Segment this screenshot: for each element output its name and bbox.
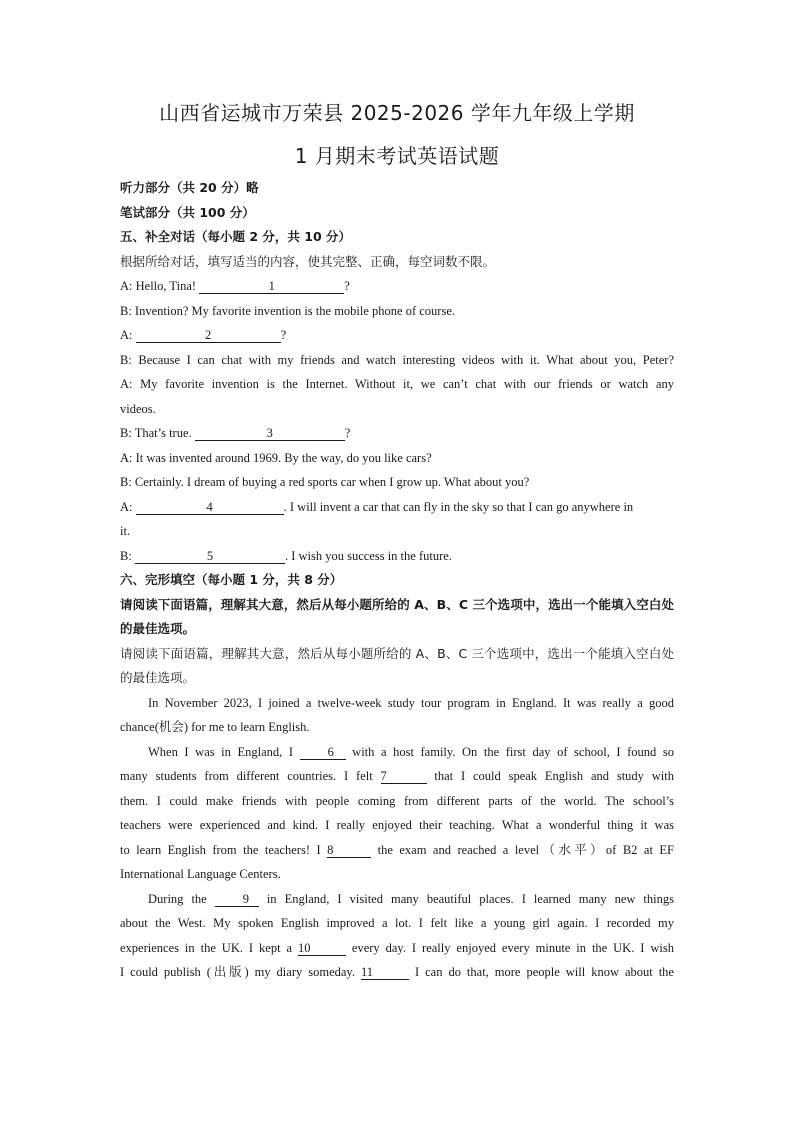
written-section-heading: 笔试部分（共 100 分） xyxy=(120,204,255,220)
dialogue-text: ? xyxy=(280,328,287,342)
dialogue-text: B: xyxy=(120,548,135,563)
cloze-blank-7[interactable]: 7 xyxy=(381,769,427,784)
part5-instruction: 根据所给对话，填写适当的内容，使其完整、正确，每空词数不限。 xyxy=(120,253,496,269)
passage-text: When I was in England, I xyxy=(148,744,300,759)
passage-line: teachers were experienced and kind. I really enjoyed their teaching. What a wonderful thing it was xyxy=(120,818,674,832)
answer-blank-1[interactable]: 1 xyxy=(199,279,344,294)
passage-text: every day. I really enjoyed every minute in the UK. I wish xyxy=(345,940,674,955)
answer-blank-2[interactable]: 2 xyxy=(136,328,281,343)
dialogue-line-5a: A: My favorite invention is the Internet. Without it, we can’t chat with our friends or watch any xyxy=(120,377,674,391)
part6-heading: 六、完形填空（每小题 1 分，共 8 分） xyxy=(120,572,343,587)
passage-line: chance(机会) for me to learn English. xyxy=(120,720,310,734)
dialogue-text: ? xyxy=(344,279,350,293)
cloze-blank-8[interactable]: 8 xyxy=(327,843,371,858)
passage-text: experiences in the UK. I kept a xyxy=(120,940,298,955)
passage-line xyxy=(120,960,674,985)
answer-blank-3[interactable]: 3 xyxy=(195,426,345,441)
part5-heading: 五、补全对话（每小题 2 分，共 10 分） xyxy=(120,229,352,244)
exam-title-line-2: 1 月期末考试英语试题 xyxy=(294,144,500,168)
passage-line: them. I could make friends with people coming from different parts of the world. The school’s xyxy=(120,793,674,808)
cloze-blank-11[interactable]: 11 xyxy=(361,965,409,980)
passage-line xyxy=(120,838,674,863)
dialogue-line-10 xyxy=(120,544,674,569)
dialogue-line-6 xyxy=(120,421,674,446)
passage-text: to learn English from the teachers! I xyxy=(120,842,328,857)
dialogue-text: . I will invent a car that can fly in the sky so that I can go anywhere in xyxy=(283,499,634,514)
dialogue-line-1 xyxy=(120,274,674,299)
listening-section-heading: 听力部分（共 20 分）略 xyxy=(120,180,259,195)
dialogue-line-7: A: It was invented around 1969. By the way, do you like cars? xyxy=(120,450,432,465)
answer-blank-5[interactable]: 5 xyxy=(135,549,285,564)
passage-text: many students from different countries. I felt xyxy=(120,769,381,783)
dialogue-line-9b: it. xyxy=(120,524,131,538)
passage-line xyxy=(120,764,674,789)
cloze-blank-10[interactable]: 10 xyxy=(298,941,346,956)
part6-instruction-bold: 请阅读下面语篇，理解其大意，然后从每小题所给的 A、B、C 三个选项中，选出一个能填入空白处的最佳选项。 xyxy=(120,596,674,636)
dialogue-text: A: Hello, Tina! xyxy=(120,279,200,293)
passage-line xyxy=(120,936,674,961)
dialogue-line-4: B: Because I can chat with my friends and watch interesting videos with it. What about you, Peter? xyxy=(120,352,674,367)
dialogue-text: ? xyxy=(344,426,351,440)
dialogue-line-8: B: Certainly. I dream of buying a red sports car when I grow up. What about you? xyxy=(120,475,530,489)
passage-line xyxy=(120,740,674,765)
exam-title-line-1: 山西省运城市万荣县 2025-2026 学年九年级上学期 xyxy=(159,101,635,125)
part6-instruction: 请阅读下面语篇，理解其大意，然后从每小题所给的 A、B、C 三个选项中，选出一个能填入空白处的最佳选项。 xyxy=(120,645,674,685)
passage-line xyxy=(120,887,674,912)
dialogue-text: B: That’s true. xyxy=(120,426,195,440)
passage-text: the exam and reached a level（水平）of B2 at EF xyxy=(371,842,674,857)
dialogue-line-3 xyxy=(120,323,674,348)
passage-text: with a host family. On the first day of school, I found so xyxy=(345,744,674,759)
passage-line: about the West. My spoken English improved a lot. I felt like a young girl again. I recorded my xyxy=(120,916,674,930)
answer-blank-4[interactable]: 4 xyxy=(136,500,284,515)
dialogue-text: A: xyxy=(120,499,136,514)
dialogue-line-9 xyxy=(120,495,674,520)
dialogue-line-2: B: Invention? My favorite invention is the mobile phone of course. xyxy=(120,303,455,318)
exam-body xyxy=(120,176,674,985)
passage-line: International Language Centers. xyxy=(120,867,281,881)
cloze-blank-9[interactable]: 9 xyxy=(215,892,259,907)
dialogue-text: A: xyxy=(120,328,136,342)
dialogue-text: . I wish you success in the future. xyxy=(284,548,452,563)
passage-text: During the xyxy=(148,891,215,906)
passage-text: I could publish (出版) my diary someday. xyxy=(120,965,361,979)
passage-text: I can do that, more people will know about the xyxy=(408,965,674,979)
passage-text: that I could speak English and study with xyxy=(426,769,674,783)
dialogue-line-5b: videos. xyxy=(120,401,156,416)
passage-text: in England, I visited many beautiful places. I learned many new things xyxy=(258,891,674,906)
cloze-blank-6[interactable]: 6 xyxy=(300,745,346,760)
passage-line: In November 2023, I joined a twelve-week study tour program in England. It was really a good xyxy=(148,695,674,710)
